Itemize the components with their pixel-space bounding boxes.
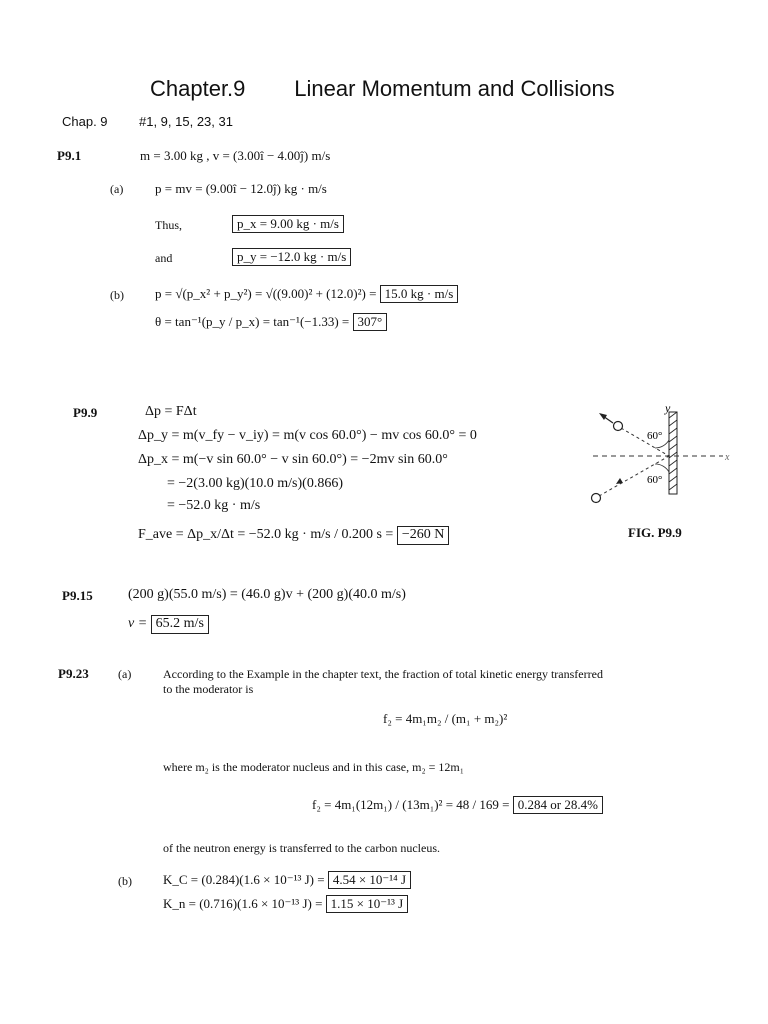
- p9-15-answer-line: v = 65.2 m/s: [128, 615, 209, 634]
- p9-9-line-2: Δp_y = m(v_fy − v_iy) = m(v cos 60.0°) − mv cos 60.0° = 0: [138, 428, 477, 443]
- p9-23-part-a: (a): [118, 667, 132, 681]
- p9-1-part-a: (a): [110, 182, 124, 196]
- p9-1-b-answer-2: 307°: [353, 313, 388, 331]
- p9-9-line-5: = −52.0 kg · m/s: [167, 498, 261, 513]
- fig-axis-x: x: [725, 452, 730, 463]
- p9-1-b-equation-2: θ = tan⁻¹(p_y / p_x) = tan⁻¹(−1.33) = 307°: [155, 313, 387, 331]
- p9-23-text-2: to the moderator is: [163, 682, 254, 696]
- p9-15-answer: 65.2 m/s: [151, 615, 209, 634]
- p9-15-equation: (200 g)(55.0 m/s) = (46.0 g)v + (200 g)(40.0 m/s): [128, 587, 406, 602]
- p9-23-part-b: (b): [118, 874, 132, 888]
- problem-list: #1, 9, 15, 23, 31: [139, 114, 233, 129]
- incoming-arrow: [616, 478, 623, 484]
- angle-arc-bottom: [655, 464, 669, 472]
- p9-1-px-answer: p_x = 9.00 kg · m/s: [232, 215, 344, 233]
- p9-9-force-answer: −260 N: [397, 526, 450, 545]
- p9-1-and: and: [155, 251, 173, 265]
- fig-p9-9-caption: FIG. P9.9: [628, 525, 682, 540]
- p9-1-part-b: (b): [110, 288, 124, 302]
- p9-23-text-1: According to the Example in the chapter text, the fraction of total kinetic energy transferred: [163, 667, 603, 681]
- p9-9-label: P9.9: [73, 405, 98, 420]
- page-title: Chapter.9 Linear Momentum and Collisions: [150, 76, 615, 101]
- p9-1-b-answer-1: 15.0 kg · m/s: [380, 285, 459, 303]
- p9-9-line-4: = −2(3.00 kg)(10.0 m/s)(0.866): [167, 476, 343, 491]
- p9-23-kn-answer: 1.15 × 10⁻¹³ J: [326, 895, 409, 913]
- p9-23-transfer: of the neutron energy is transferred to the carbon nucleus.: [163, 841, 441, 855]
- p9-1-py-answer: p_y = −12.0 kg · m/s: [232, 248, 351, 266]
- p9-23-kc-answer: 4.54 × 10⁻¹⁴ J: [328, 871, 411, 889]
- p9-1-thus: Thus,: [155, 218, 182, 232]
- fig-axis-y: y: [665, 401, 671, 415]
- incoming-ball: [592, 494, 601, 503]
- p9-23-f2-answer: 0.284 or 28.4%: [513, 796, 603, 814]
- p9-1-given: m = 3.00 kg , v = (3.00î − 4.00ĵ) m/s: [140, 148, 331, 163]
- fig-angle-top: 60°: [647, 430, 663, 442]
- p9-23-where: where m₂ is the moderator nucleus and in this case, m₂ = 12m₁: [163, 760, 464, 774]
- p9-1-b-equation-1: p = √(p_x² + p_y²) = √((9.00)² + (12.0)²) = 15.0 kg · m/s: [155, 285, 458, 303]
- p9-1-a-equation: p = mv = (9.00î − 12.0ĵ) kg · m/s: [155, 181, 327, 196]
- p9-23-kc-line: K_C = (0.284)(1.6 × 10⁻¹³ J) = 4.54 × 10⁻¹⁴ J: [163, 871, 411, 889]
- p9-23-f2-calc: f₂ = 4m₁(12m₁) / (13m₁)² = 48 / 169 = 0.284 or 28.4%: [312, 796, 603, 814]
- p9-23-label: P9.23: [58, 666, 89, 681]
- fig-angle-bottom: 60°: [647, 474, 663, 486]
- outgoing-arrow: [599, 413, 607, 420]
- p9-9-line-1: Δp = FΔt: [145, 404, 197, 419]
- p9-9-force-equation: F_ave = Δp_x/Δt = −52.0 kg · m/s / 0.200 s = −260 N: [138, 526, 449, 545]
- p9-23-f2-formula: f₂ = 4m₁m₂ / (m₁ + m₂)²: [383, 711, 508, 726]
- p9-15-label: P9.15: [62, 588, 93, 603]
- outgoing-ball: [614, 422, 623, 431]
- fig-p9-9-diagram: [585, 398, 735, 508]
- chap-label: Chap. 9: [62, 114, 108, 129]
- p9-23-kn-line: K_n = (0.716)(1.6 × 10⁻¹³ J) = 1.15 × 10⁻¹³ J: [163, 895, 408, 913]
- p9-9-line-3: Δp_x = m(−v sin 60.0° − v sin 60.0°) = −2mv sin 60.0°: [138, 452, 448, 467]
- p9-1-label: P9.1: [57, 148, 82, 163]
